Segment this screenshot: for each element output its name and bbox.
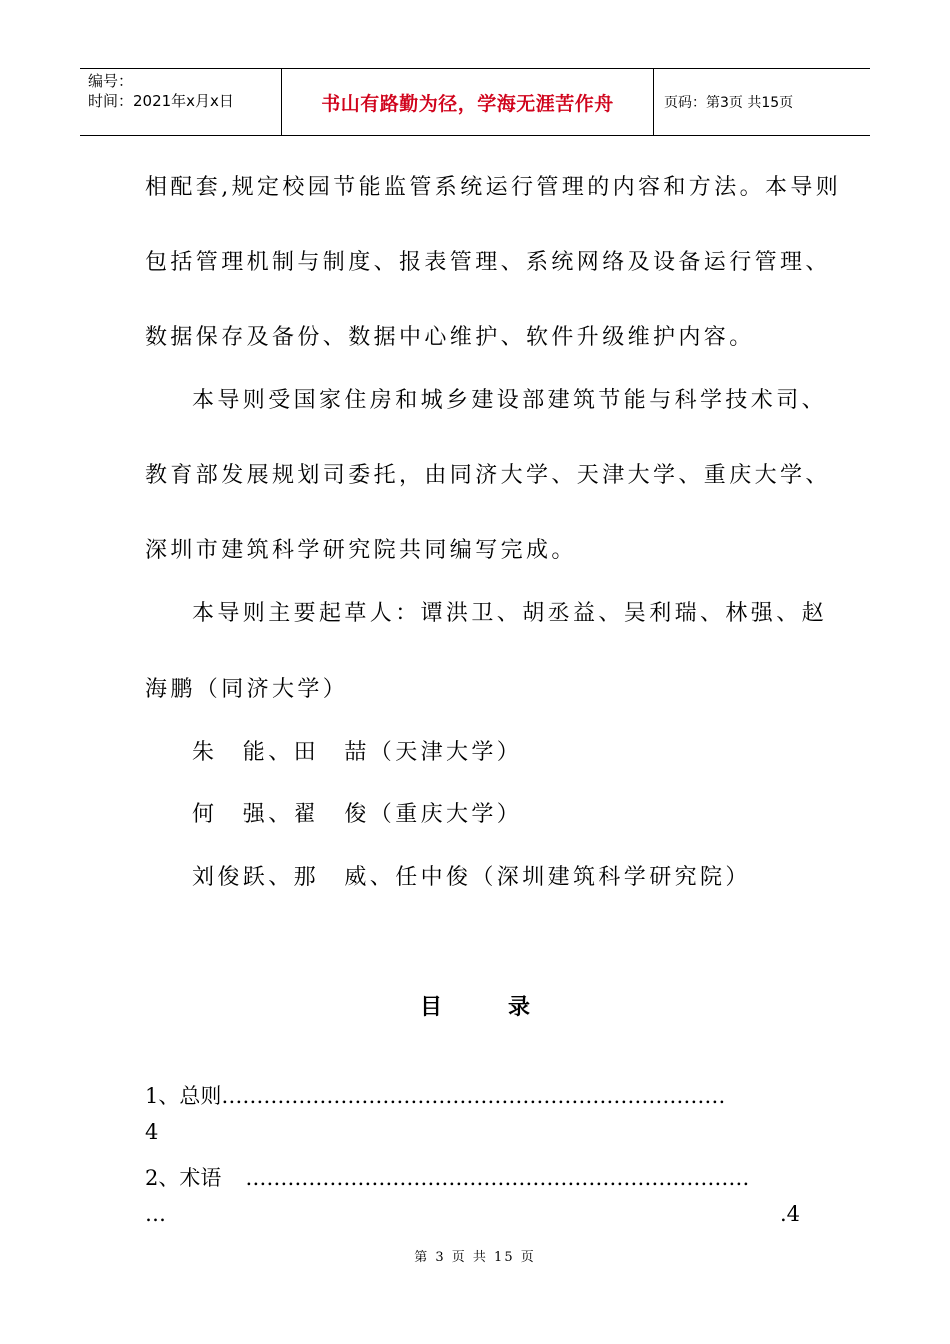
header-page-info: 页码：第3页 共15页 — [664, 95, 794, 111]
page-footer: 第 3 页 共 15 页 — [414, 1250, 536, 1265]
toc-leader-dots-cont: … — [145, 1202, 166, 1226]
paragraph-line: 本导则主要起草人：谭洪卫、胡丞益、吴利瑞、林强、赵 — [192, 601, 828, 626]
toc-title-char: 录 — [508, 995, 531, 1020]
toc-entry-terms[interactable] — [145, 1162, 749, 1192]
paragraph-line: 数据保存及备份、数据中心维护、软件升级维护内容。 — [145, 325, 755, 350]
document-number-label: 编号： — [88, 72, 134, 90]
paragraph-line: 教育部发展规划司委托，由同济大学、天津大学、重庆大学、 — [145, 463, 831, 488]
document-date: 时间：2021年x月x日 — [88, 92, 234, 110]
toc-leader-dots: ……………………………………………………………… — [245, 1166, 750, 1190]
paragraph-line: 包括管理机制与制度、报表管理、系统网络及设备运行管理、 — [145, 250, 831, 275]
toc-entry-general[interactable] — [145, 1080, 725, 1110]
paragraph-line: 海鹏（同济大学） — [145, 677, 349, 702]
paragraph-line: 何 强、翟 俊（重庆大学） — [192, 802, 523, 827]
toc-entry-label: 1、总则 — [145, 1084, 222, 1108]
paragraph-line: 本导则受国家住房和城乡建设部建筑节能与科学技术司、 — [192, 388, 828, 413]
toc-entry-page: .4 — [780, 1202, 801, 1226]
header-meta — [80, 69, 282, 135]
paragraph-line: 深圳市建筑科学研究院共同编写完成。 — [145, 538, 577, 563]
paragraph-line: 朱 能、田 喆（天津大学） — [192, 740, 523, 765]
toc-leader-dots: ……………………………………………………………… — [221, 1084, 726, 1108]
toc-title-char: 目 — [419, 995, 442, 1020]
paragraph-line: 刘俊跃、那 威、任中俊（深圳建筑科学研究院） — [192, 865, 751, 890]
page-header — [80, 68, 870, 136]
toc-entry-page: 4 — [145, 1120, 159, 1144]
toc-title — [0, 990, 950, 1021]
toc-entry-label: 2、术语 — [145, 1166, 222, 1190]
header-slogan: 书山有路勤为径，学海无涯苦作舟 — [282, 69, 654, 135]
paragraph-line: 相配套,规定校园节能监管系统运行管理的内容和方法。本导则 — [145, 175, 842, 200]
